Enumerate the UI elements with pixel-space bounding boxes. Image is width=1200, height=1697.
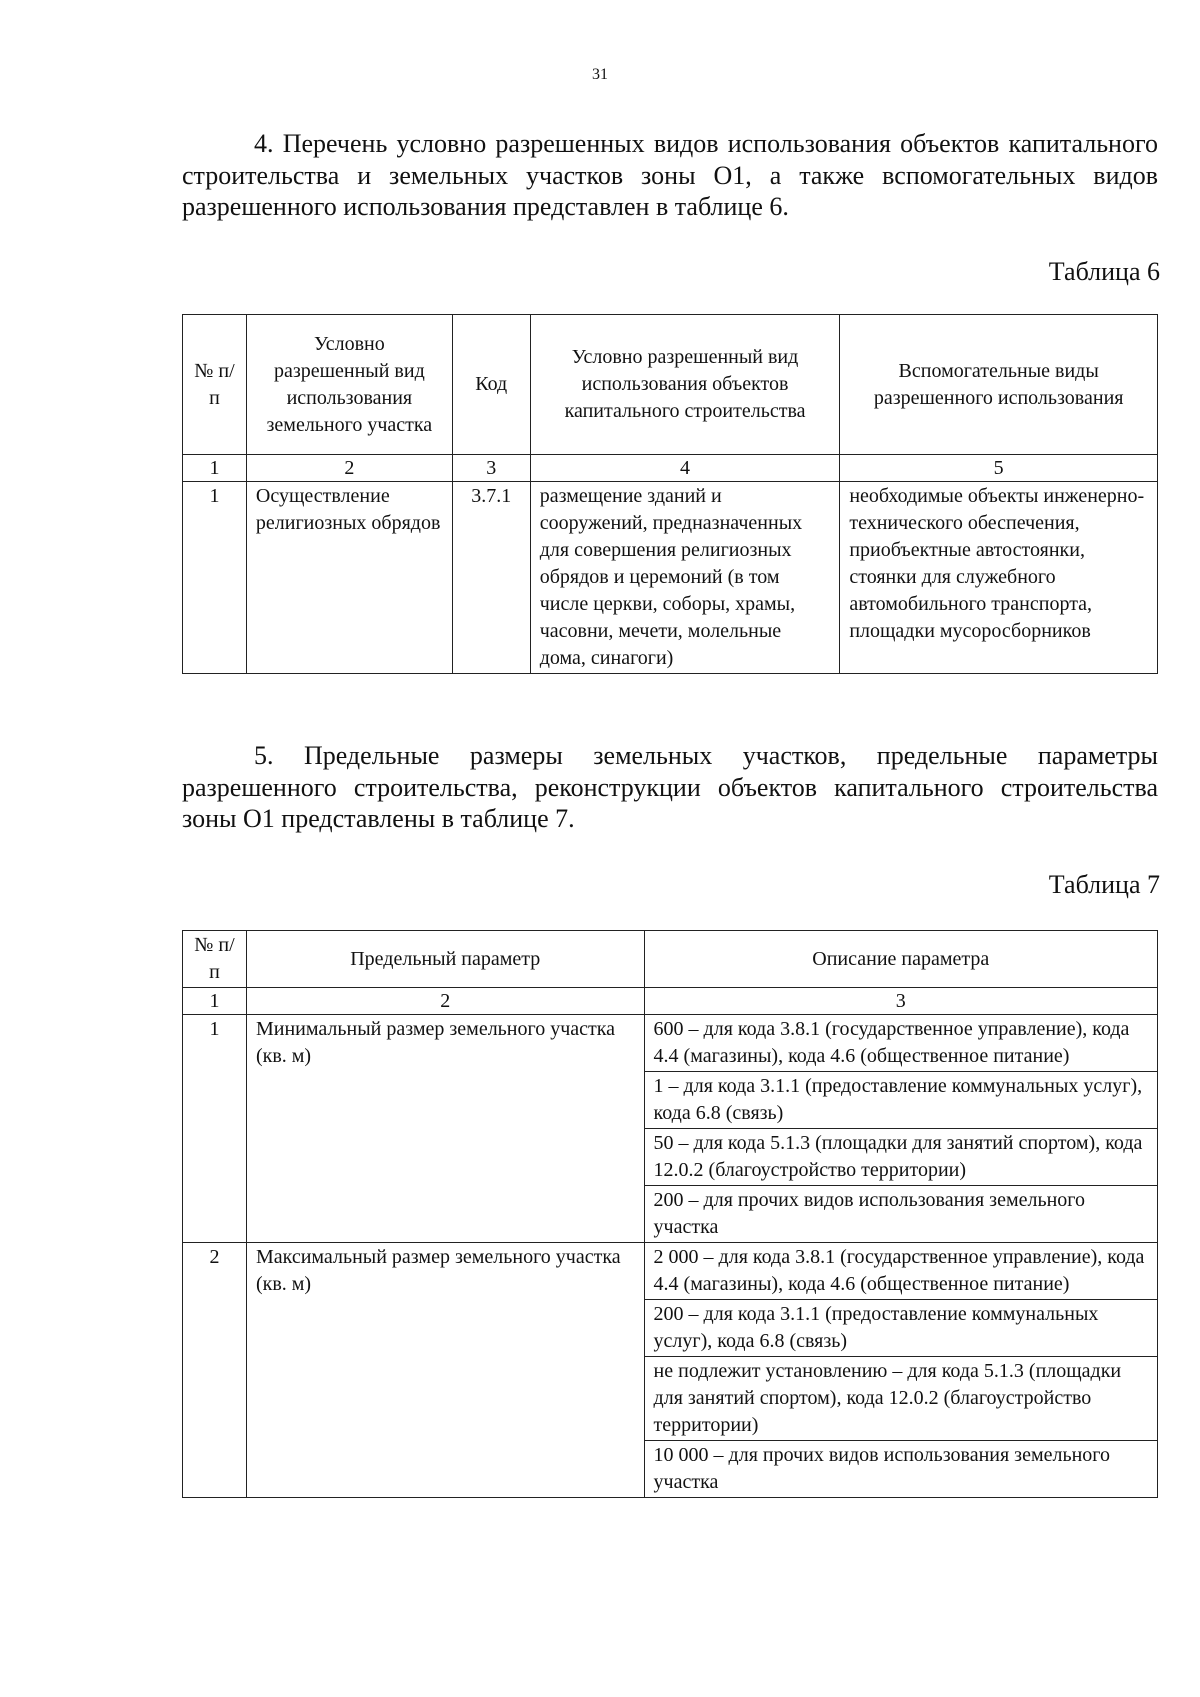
- table-6-row-num: 1: [183, 482, 247, 674]
- table-6-header-code: Код: [452, 315, 530, 455]
- table-7-column-numbers-row: [183, 988, 1158, 1015]
- table-7-row-num: 2: [183, 1243, 247, 1498]
- table-7: [182, 930, 1158, 1498]
- table-6-header-auxiliary: Вспомогательные виды разрешенного использования: [840, 315, 1158, 455]
- table-6: [182, 314, 1158, 674]
- table-7-header-row: [183, 931, 1158, 988]
- table-6-header-land-use: Условно разрешенный вид использования земельного участка: [246, 315, 452, 455]
- table-7-header-num: № п/п: [183, 931, 247, 988]
- table-6-colnum: 5: [840, 455, 1158, 482]
- table-6-caption: Таблица 6: [1048, 257, 1160, 286]
- table-6-code: 3.7.1: [452, 482, 530, 674]
- table-7-description: 10 000 – для прочих видов использования земельного участка: [644, 1441, 1157, 1498]
- table-7-description: 2 000 – для кода 3.8.1 (государственное управление), кода 4.4 (магазины), кода 4.6 (общественное питание): [644, 1243, 1157, 1300]
- table-7-param: Максимальный размер земельного участка (кв. м): [246, 1243, 644, 1498]
- table-7-description: 200 – для прочих видов использования земельного участка: [644, 1186, 1157, 1243]
- table-6-auxiliary: необходимые объекты инженерно-технического обеспечения, приобъектные автостоянки, стоянки для служебного автомобильного транспорта, площадки мусоросборников: [840, 482, 1158, 674]
- table-7-colnum: 3: [644, 988, 1157, 1015]
- table-7-description: 1 – для кода 3.1.1 (предоставление коммунальных услуг), кода 6.8 (связь): [644, 1072, 1157, 1129]
- table-6-header-num: № п/п: [183, 315, 247, 455]
- table-6-land-use: Осуществление религиозных обрядов: [246, 482, 452, 674]
- table-row: [183, 1015, 1158, 1072]
- table-row: [183, 482, 1158, 674]
- table-7-header-description: Описание параметра: [644, 931, 1157, 988]
- table-7-description: не подлежит установлению – для кода 5.1.3 (площадки для занятий спортом), кода 12.0.2 (благоустройство территории): [644, 1357, 1157, 1441]
- table-6-colnum: 3: [452, 455, 530, 482]
- table-7-colnum: 1: [183, 988, 247, 1015]
- table-6-column-numbers-row: [183, 455, 1158, 482]
- table-7-colnum: 2: [246, 988, 644, 1015]
- table-6-colnum: 1: [183, 455, 247, 482]
- table-7-row-num: 1: [183, 1015, 247, 1243]
- table-6-colnum: 2: [246, 455, 452, 482]
- table-6-colnum: 4: [530, 455, 840, 482]
- table-7-param: Минимальный размер земельного участка (кв. м): [246, 1015, 644, 1243]
- table-6-header-row: [183, 315, 1158, 455]
- table-7-header-param: Предельный параметр: [246, 931, 644, 988]
- paragraph-4: 4. Перечень условно разрешенных видов использования объектов капитального строительства и земельных участков зоны О1, а также вспомогательных видов разрешенного использования представлен в таблице 6.: [182, 129, 1158, 221]
- table-row: [183, 1243, 1158, 1300]
- table-7-description: 200 – для кода 3.1.1 (предоставление коммунальных услуг), кода 6.8 (связь): [644, 1300, 1157, 1357]
- page-number: 31: [592, 66, 608, 83]
- paragraph-5: 5. Предельные размеры земельных участков, предельные параметры разрешенного строительства, реконструкции объектов капитального строительства зоны О1 представлены в таблице 7.: [182, 741, 1158, 833]
- table-6-header-capital-use: Условно разрешенный вид использования объектов капитального строительства: [530, 315, 840, 455]
- table-7-description: 50 – для кода 5.1.3 (площадки для занятий спортом), кода 12.0.2 (благоустройство территории): [644, 1129, 1157, 1186]
- table-7-caption: Таблица 7: [1048, 870, 1160, 899]
- table-6-capital-use: размещение зданий и сооружений, предназначенных для совершения религиозных обрядов и церемоний (в том числе церкви, соборы, храмы, часовни, мечети, молельные дома, синагоги): [530, 482, 840, 674]
- table-7-description: 600 – для кода 3.8.1 (государственное управление), кода 4.4 (магазины), кода 4.6 (общественное питание): [644, 1015, 1157, 1072]
